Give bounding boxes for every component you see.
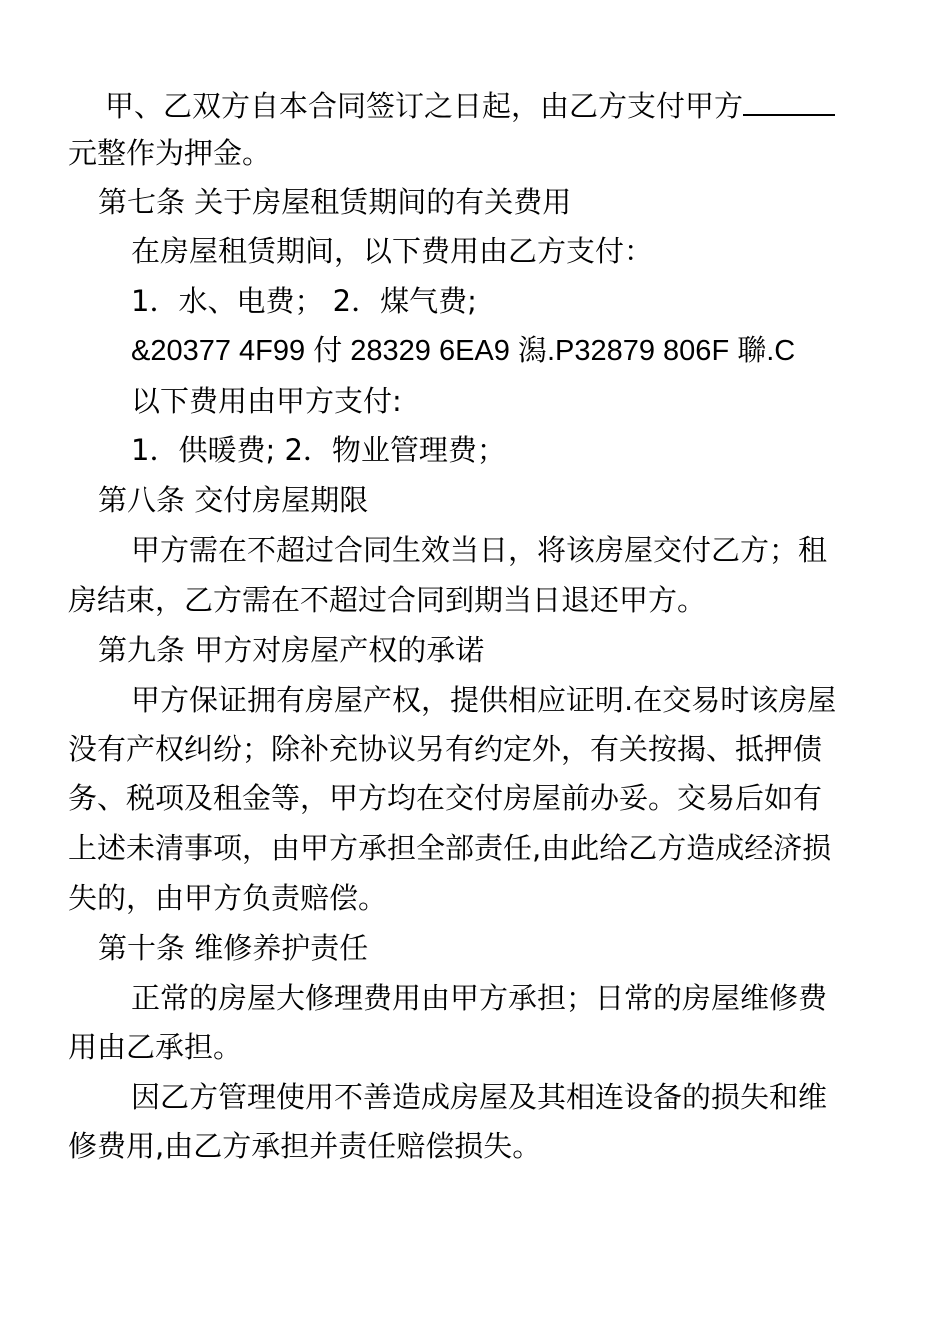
- deposit-amount-blank: [743, 86, 835, 116]
- text-line-2: 元整作为押金。: [68, 136, 272, 170]
- text-line-21: 因乙方管理使用不善造成房屋及其相连设备的损失和维: [131, 1080, 828, 1114]
- text-line-22: 修费用,由乙方承担并责任赔偿损失。: [68, 1129, 542, 1163]
- deposit-clause-text: 甲、乙双方自本合同签订之日起，由乙方支付甲方: [105, 89, 744, 123]
- text-line-11: 房结束，乙方需在不超过合同到期当日退还甲方。: [68, 583, 707, 617]
- text-line-10: 甲方需在不超过合同生效当日，将该房屋交付乙方；租: [131, 533, 828, 567]
- garbled-text-line: &20377 4F99 付 28329 6EA9 潟.P32879 806F 聯.C: [131, 335, 796, 367]
- article-8-heading: 第八条 交付房屋期限: [98, 483, 369, 517]
- text-line-13: 甲方保证拥有房屋产权，提供相应证明.在交易时该房屋: [131, 683, 837, 717]
- article-10-heading: 第十条 维修养护责任: [98, 931, 369, 965]
- article-9-heading: 第九条 甲方对房屋产权的承诺: [98, 633, 485, 667]
- text-line-4: 在房屋租赁期间，以下费用由乙方支付：: [131, 234, 654, 268]
- article-7-heading: 第七条 关于房屋租赁期间的有关费用: [98, 185, 572, 219]
- text-line-1: [105, 86, 835, 126]
- text-line-17: 失的，由甲方负责赔偿。: [68, 881, 388, 915]
- text-line-16: 上述未清事项，由甲方承担全部责任,由此给乙方造成经济损: [68, 831, 832, 865]
- text-line-5: 1．水、电费； 2．煤气费;: [131, 284, 477, 318]
- text-line-8: 1．供暖费; 2．物业管理费；: [131, 433, 506, 467]
- text-line-20: 用由乙承担。: [68, 1030, 243, 1064]
- text-line-15: 务、税项及租金等，甲方均在交付房屋前办妥。交易后如有: [68, 781, 823, 815]
- text-line-14: 没有产权纠纷；除补充协议另有约定外，有关按揭、抵押债: [68, 732, 823, 766]
- text-line-19: 正常的房屋大修理费用由甲方承担；日常的房屋维修费: [131, 981, 828, 1015]
- text-line-7: 以下费用由甲方支付:: [131, 384, 402, 418]
